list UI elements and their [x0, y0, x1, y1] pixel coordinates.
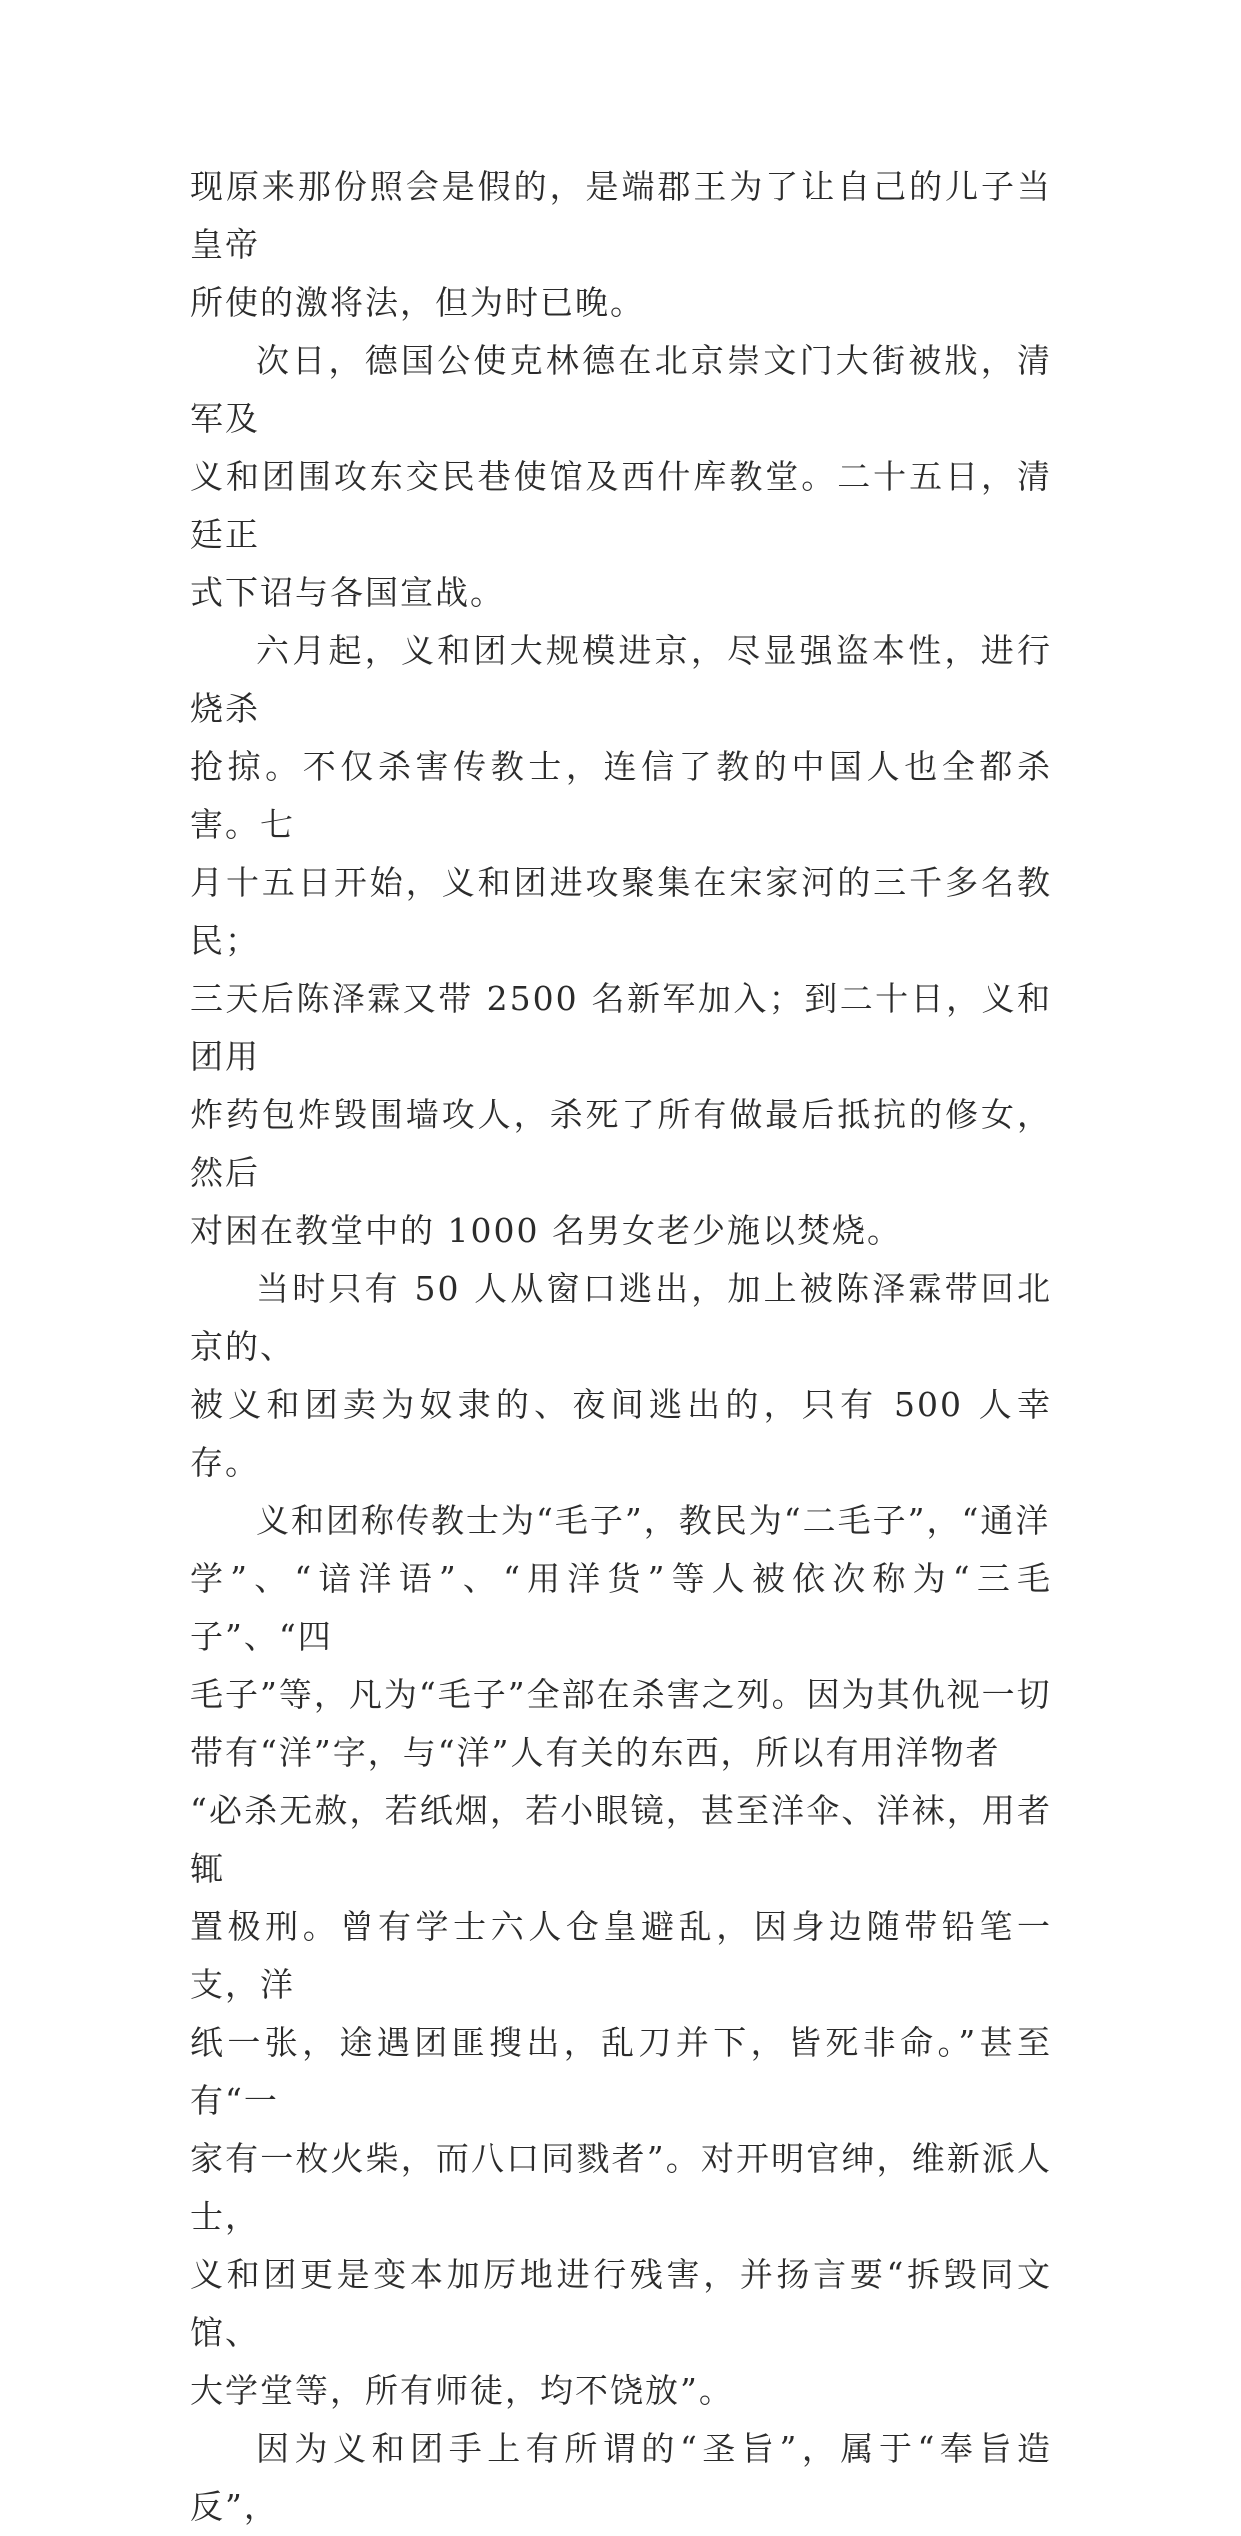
- text-line: 被义和团卖为奴隶的、夜间逃出的，只有 500 人幸存。: [190, 1385, 1052, 1482]
- text-line: 义和团围攻东交民巷使馆及西什库教堂。二十五日，清廷正: [190, 457, 1052, 554]
- paragraph-5: [190, 1492, 1052, 2420]
- text-line: 次日，德国公使克林德在北京崇文门大街被戕，清军及: [190, 341, 1052, 438]
- text-line: 纸一张，途遇团匪搜出，乱刀并下，皆死非命。”甚至有“一: [190, 2023, 1052, 2120]
- text-line: 当时只有 50 人从窗口逃出，加上被陈泽霖带回北京的、: [190, 1269, 1052, 1366]
- text-line: 现原来那份照会是假的，是端郡王为了让自己的儿子当皇帝: [190, 167, 1052, 264]
- text-line: 抢掠。不仅杀害传教士，连信了教的中国人也全都杀害。七: [190, 747, 1052, 844]
- paragraph-3: [190, 622, 1052, 1260]
- text-line: 炸药包炸毁围墙攻人，杀死了所有做最后抵抗的修女，然后: [190, 1095, 1052, 1192]
- text-line: 因为义和团手上有所谓的“圣旨”，属于“奉旨造反”，: [190, 2429, 1052, 2526]
- text-line: 式下诏与各国宣战。: [190, 573, 505, 612]
- text-line: 义和团更是变本加厉地进行残害，并扬言要“拆毁同文馆、: [190, 2255, 1052, 2352]
- text-line: 带有“洋”字，与“洋”人有关的东西，所以有用洋物者: [190, 1733, 1001, 1772]
- paragraph-4: [190, 1260, 1052, 1492]
- text-line: “必杀无赦，若纸烟，若小眼镜，甚至洋伞、洋袜，用者辄: [190, 1791, 1052, 1888]
- paragraph-1: [190, 158, 1052, 332]
- text-line: 月十五日开始，义和团进攻聚集在宋家河的三千多名教民；: [190, 863, 1052, 960]
- text-line: 三天后陈泽霖又带 2500 名新军加入；到二十日，义和团用: [190, 979, 1052, 1076]
- text-line: 置极刑。曾有学士六人仓皇避乱，因身边随带铅笔一支，洋: [190, 1907, 1052, 2004]
- paragraph-2: [190, 332, 1052, 622]
- body-text: [190, 158, 1052, 2536]
- text-line: 所使的激将法，但为时已晚。: [190, 283, 645, 322]
- text-line: 学”、“谙洋语”、“用洋货”等人被依次称为“三毛子”、“四: [190, 1559, 1052, 1656]
- text-line: 对困在教堂中的 1000 名男女老少施以焚烧。: [190, 1211, 902, 1250]
- text-line: 六月起，义和团大规模进京，尽显强盗本性，进行烧杀: [190, 631, 1052, 728]
- text-line: 家有一枚火柴，而八口同戮者”。对开明官绅，维新派人士，: [190, 2139, 1052, 2236]
- text-line: 义和团称传教士为“毛子”，教民为“二毛子”，“通洋: [256, 1501, 1051, 1540]
- paragraph-6: [190, 2420, 1052, 2536]
- text-line: 大学堂等，所有师徒，均不饶放”。: [190, 2371, 734, 2410]
- text-line: 毛子”等，凡为“毛子”全部在杀害之列。因为其仇视一切: [190, 1675, 1052, 1714]
